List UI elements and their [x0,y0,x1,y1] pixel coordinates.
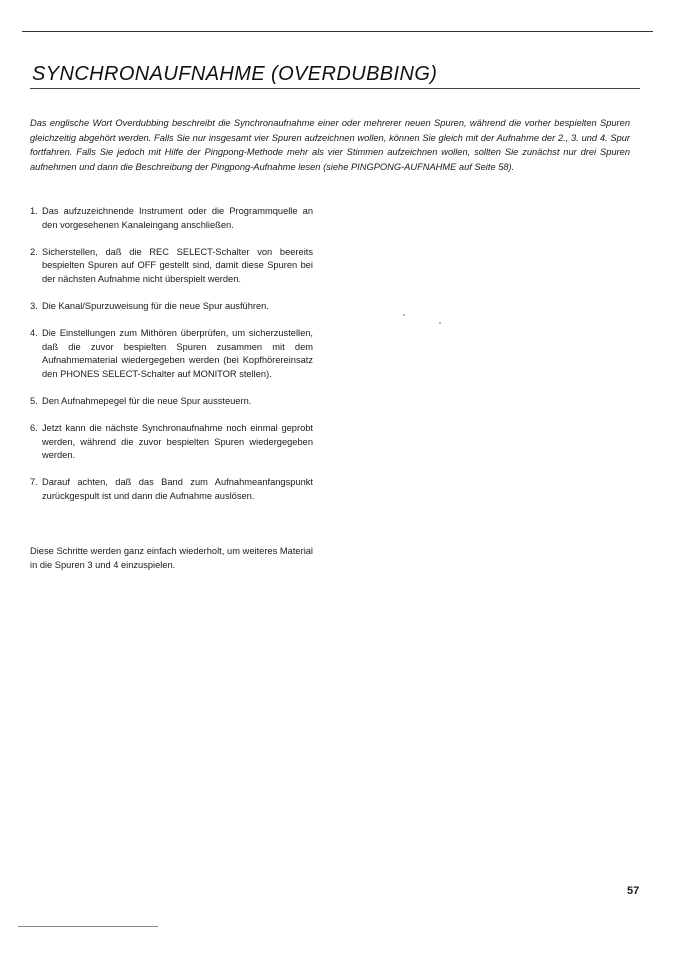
step-item [30,395,313,409]
step-number: 7. [30,477,38,488]
step-text: Sicherstellen, daß die REC SELECT-Schalter von beereits bespielten Spuren auf OFF gestellt sind, damit diese Spuren bei der nächsten Aufnahme nicht überspielt werden. [42,246,313,285]
title-underline [30,88,640,89]
step-text: Jetzt kann die nächste Synchronaufnahme noch einmal geprobt werden, während die zuvor bespielten Spuren wiedergegeben werden. [42,422,313,461]
step-number: 5. [30,395,38,406]
step-text: Die Einstellungen zum Mithören überprüfen, um sicherzustellen, daß die zuvor bespielten Spuren zusammen mit dem Aufnahmematerial wiedergegeben werden (bei Kopfhörereinsatz den PHONES SELECT-Schalter auf MONITOR stellen). [42,327,313,380]
top-rule [22,31,653,32]
bottom-rule [18,926,158,927]
step-item [30,246,313,287]
step-number: 3. [30,300,38,311]
page-title: SYNCHRONAUFNAHME (OVERDUBBING) [32,63,438,85]
step-number: 6. [30,422,38,433]
step-number: 1. [30,206,38,216]
step-item [30,327,313,382]
step-item [30,422,313,463]
step-text: Die Kanal/Spurzuweisung für die neue Spur ausführen. [42,300,269,311]
step-text: Darauf achten, daß das Band zum Aufnahmeanfangspunkt zurückgespult ist und dann die Aufnahme auslösen. [42,477,313,501]
closing-paragraph: Diese Schritte werden ganz einfach wiederholt, um weiteres Material in die Spuren 3 und 4 einzuspielen. [30,546,313,570]
scan-speck [439,322,441,324]
step-number: 4. [30,327,38,338]
step-text: Das aufzuzeichnende Instrument oder die Programmquelle an den vorgesehenen Kanaleingang anschließen. [42,206,313,230]
step-number: 2. [30,246,38,257]
step-item [30,476,313,504]
step-item [30,300,313,314]
steps-list [30,205,313,504]
scan-speck [403,314,405,316]
intro-paragraph: Das englische Wort Overdubbing beschreibt die Synchronaufnahme einer oder mehrerer neuen Spuren, während die vorher bespielten Spuren gleichzeitig abgehört werden. Falls Sie nur insgesamt vier Spuren aufzeichnen wollen, können Sie gleich mit der Aufnahme der 2., 3. und 4. Spur fortfahren. Falls Sie jedoch mit Hilfe der Pingpong-Methode mehr als vier Stimmen aufzeichnen wollen, sollten Sie zunächst nur drei Spuren aufnehmen und dann die Beschreibung der Pingpong-Aufnahme lesen (siehe PINGPONG-AUFNAHME auf Seite 58). [30,118,630,172]
page-number: 57 [627,885,640,897]
step-text: Den Aufnahmepegel für die neue Spur aussteuern. [42,395,252,406]
step-item [30,205,313,233]
